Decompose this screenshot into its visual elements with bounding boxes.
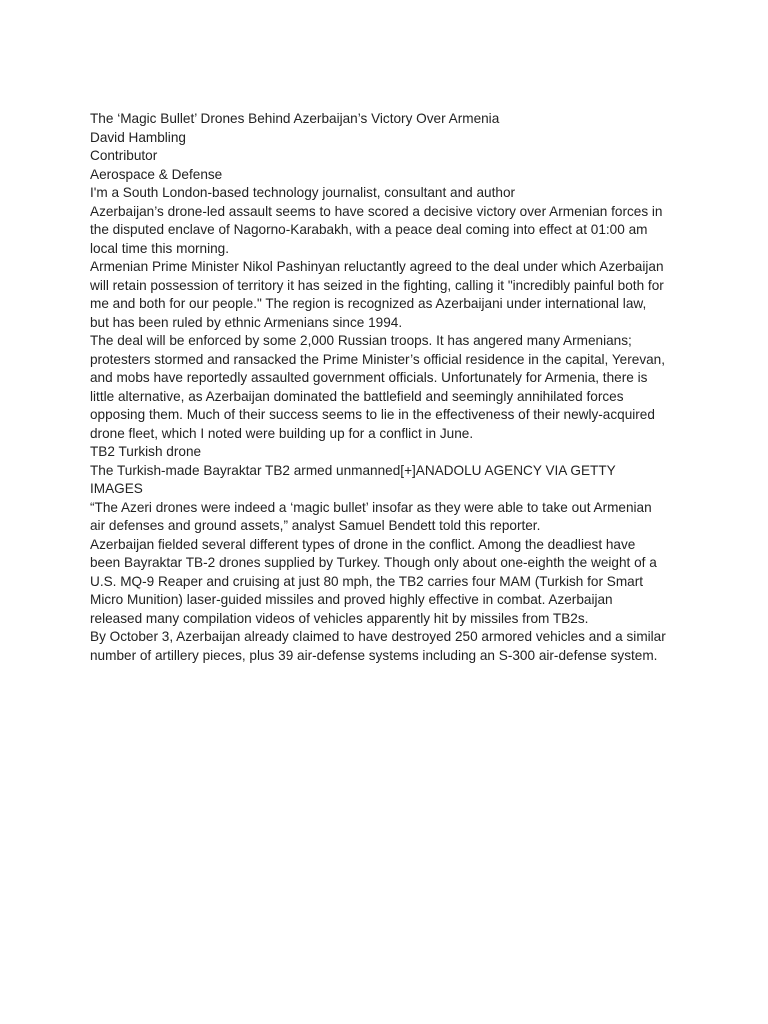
- paragraph-line: Micro Munition) laser-guided missiles and proved highly effective in combat. Azerbaijan: [90, 592, 613, 607]
- article-title: [90, 110, 690, 129]
- paragraph-line: but has been ruled by ethnic Armenians since 1994.: [90, 314, 403, 330]
- author-role: Contributor: [90, 148, 158, 163]
- paragraph-line: protesters stormed and ransacked the Prime Minister’s official residence in the capital, Yerevan,: [90, 351, 666, 367]
- paragraph: [90, 203, 690, 259]
- paragraph-line: little alternative, as Azerbaijan dominated the battlefield and seemingly annihilated forces: [90, 388, 624, 404]
- quote-paragraph: [90, 499, 690, 536]
- paragraph: [90, 536, 690, 629]
- paragraph-line: and mobs have reportedly assaulted government officials. Unfortunately for Armenia, there is: [90, 370, 648, 385]
- caption-line: The Turkish-made Bayraktar TB2 armed unmanned[+]ANADOLU AGENCY VIA GETTY: [90, 462, 616, 478]
- title-text: The ‘Magic Bullet’ Drones Behind Azerbaijan’s Victory Over Armenia: [90, 111, 500, 126]
- paragraph-line: drone fleet, which I noted were building up for a conflict in June.: [90, 425, 474, 441]
- paragraph-line: been Bayraktar TB-2 drones supplied by Turkey. Though only about one-eighth the weight of a: [90, 555, 657, 570]
- paragraph-line: Armenian Prime Minister Nikol Pashinyan reluctantly agreed to the deal under which Azerbaijan: [90, 259, 664, 274]
- author-name: David Hambling: [90, 129, 186, 145]
- article-section: Aerospace & Defense: [90, 166, 223, 182]
- author-bio: I'm a South London-based technology journalist, consultant and author: [90, 185, 516, 200]
- author-block: [90, 129, 690, 203]
- paragraph-line: By October 3, Azerbaijan already claimed to have destroyed 250 armored vehicles and a similar: [90, 629, 666, 644]
- paragraph: [90, 628, 690, 665]
- paragraph-line: air defenses and ground assets,” analyst Samuel Bendett told this reporter.: [90, 518, 541, 533]
- paragraph: [90, 332, 690, 443]
- paragraph-line: opposing them. Much of their success seems to lie in the effectiveness of their newly-acquired: [90, 407, 655, 422]
- paragraph-line: The deal will be enforced by some 2,000 Russian troops. It has angered many Armenians;: [90, 333, 632, 348]
- caption-line: IMAGES: [90, 481, 143, 496]
- image-caption: [90, 443, 690, 499]
- paragraph-line: U.S. MQ-9 Reaper and cruising at just 80 mph, the TB2 carries four MAM (Turkish for Smart: [90, 573, 644, 589]
- paragraph-line: “The Azeri drones were indeed a ‘magic bullet’ insofar as they were able to take out Armenian: [90, 499, 652, 515]
- caption-line: TB2 Turkish drone: [90, 444, 202, 459]
- article-body: [90, 110, 690, 665]
- paragraph: [90, 258, 690, 332]
- paragraph-line: me and both for our people." The region is recognized as Azerbaijani under international law,: [90, 296, 647, 311]
- paragraph-line: number of artillery pieces, plus 39 air-defense systems including an S-300 air-defense system.: [90, 647, 658, 663]
- paragraph-line: will retain possession of territory it has seized in the fighting, calling it "incredibly painful both for: [90, 277, 664, 293]
- paragraph-line: local time this morning.: [90, 240, 230, 256]
- paragraph-line: Azerbaijan’s drone-led assault seems to have scored a decisive victory over Armenian forces in: [90, 203, 663, 219]
- paragraph-line: Azerbaijan fielded several different types of drone in the conflict. Among the deadliest have: [90, 536, 636, 552]
- paragraph-line: the disputed enclave of Nagorno-Karabakh, with a peace deal coming into effect at 01:00 am: [90, 222, 648, 237]
- paragraph-line: released many compilation videos of vehicles apparently hit by missiles from TB2s.: [90, 610, 589, 626]
